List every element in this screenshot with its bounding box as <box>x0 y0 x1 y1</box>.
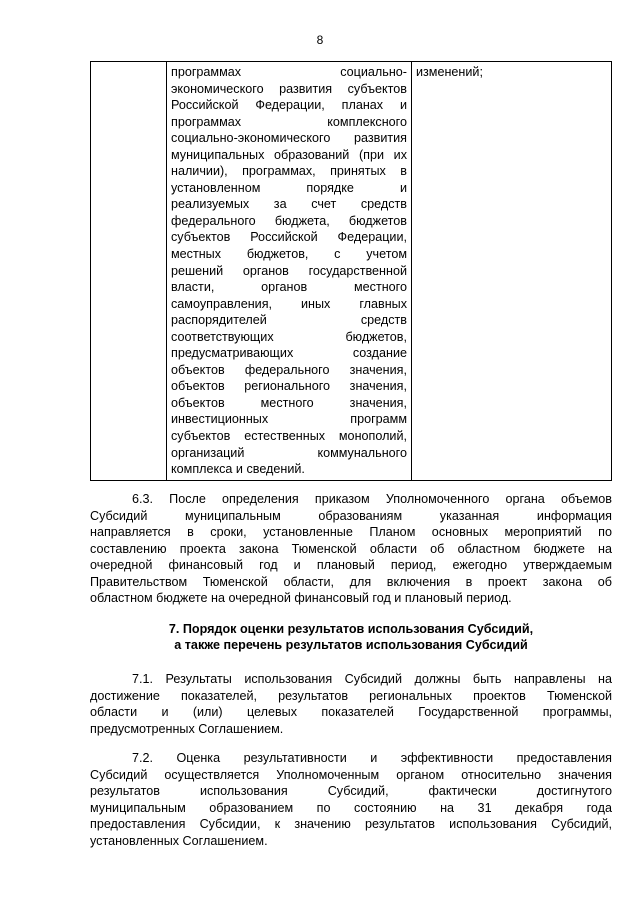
text-line: организаций коммунального <box>171 445 407 460</box>
text-line: объектов федерального значения, <box>171 362 407 377</box>
text-line: программах комплексного <box>171 114 407 129</box>
table-cell-number <box>91 62 167 481</box>
text-line: социально-экономического развития <box>171 131 407 146</box>
text-line: Субсидий осуществляется Уполномоченным органом относительно значения <box>90 767 612 782</box>
table-cell-description <box>167 62 412 481</box>
text-line: очередной финансовый год и плановый период, ежегодно утверждаемым <box>90 558 612 573</box>
text-line: 7.1. Результаты использования Субсидий должны быть направлены на <box>132 672 612 686</box>
text-line: инвестиционных программ <box>171 412 407 427</box>
continuation-table <box>90 61 612 481</box>
text-line: федерального бюджета, бюджетов <box>171 213 407 228</box>
text-line: наличии), программах, принятых в <box>171 164 407 179</box>
section-heading-7 <box>90 621 612 653</box>
text-line: достижение показателей, результатов региональных проектов Тюменской <box>90 688 612 703</box>
text-line: предоставления Субсидии, к значению результатов использования Субсидий, <box>90 817 612 832</box>
text-line: Российской Федерации, планах и <box>171 98 407 113</box>
text-line: областном бюджете на очередной финансовый год и плановый период. <box>90 591 512 606</box>
text-line: Субсидий муниципальным образованиям указанная информация <box>90 508 612 523</box>
text-line: распорядителей средств <box>171 313 407 328</box>
text-line: субъектов Российской Федерации, <box>171 230 407 245</box>
text-line: установленных Соглашением. <box>90 833 268 848</box>
text-line: муниципальных образований (при их <box>171 147 407 162</box>
text-line: составлению проекта закона Тюменской области об областном бюджете на <box>90 541 612 556</box>
text-line: объектов регионального значения, <box>171 379 407 394</box>
text-line: 7.2. Оценка результативности и эффективности предоставления <box>132 751 612 765</box>
table-row <box>91 62 612 481</box>
text-line: муниципальным образованием по состоянию на 31 декабря года <box>90 800 612 815</box>
text-line: власти, органов местного <box>171 280 407 295</box>
text-line: программах социально- <box>171 65 407 79</box>
text-line: объектов местного значения, <box>171 395 407 410</box>
text-line: местных бюджетов, с учетом <box>171 247 407 262</box>
text-line: самоуправления, иных главных <box>171 296 407 311</box>
text-line: реализуемых за счет средств <box>171 197 407 212</box>
page-number: 8 <box>316 33 324 47</box>
heading-line: 7. Порядок оценки результатов использования Субсидий, <box>168 622 534 636</box>
text-line: направляется в сроки, установленные Планом основных мероприятий по <box>90 525 612 540</box>
paragraph-7-1 <box>90 671 612 737</box>
text-line: результатов использования Субсидий, фактически достигнутого <box>90 784 612 799</box>
table-cell-change: изменений; <box>412 62 612 481</box>
text-line: субъектов естественных монополий, <box>171 429 407 444</box>
text-line: экономического развития субъектов <box>171 81 407 96</box>
text-line: предусмотренных Соглашением. <box>90 721 284 736</box>
text-line: области и (или) целевых показателей Государственной программы, <box>90 705 612 720</box>
paragraph-6-3 <box>90 491 612 607</box>
text-line: Правительством Тюменской области, для включения в проект закона об <box>90 574 612 589</box>
text-line: соответствующих бюджетов, <box>171 329 407 344</box>
text-line: 6.3. После определения приказом Уполномоченного органа объемов <box>132 492 612 506</box>
text-line: установленном порядке и <box>171 180 407 195</box>
heading-line: а также перечень результатов использования Субсидий <box>174 638 528 652</box>
paragraph-7-2 <box>90 750 612 849</box>
text-line: решений органов государственной <box>171 263 407 278</box>
text-line: предусматривающих создание <box>171 346 407 361</box>
text-line: комплекса и сведений. <box>171 462 305 477</box>
